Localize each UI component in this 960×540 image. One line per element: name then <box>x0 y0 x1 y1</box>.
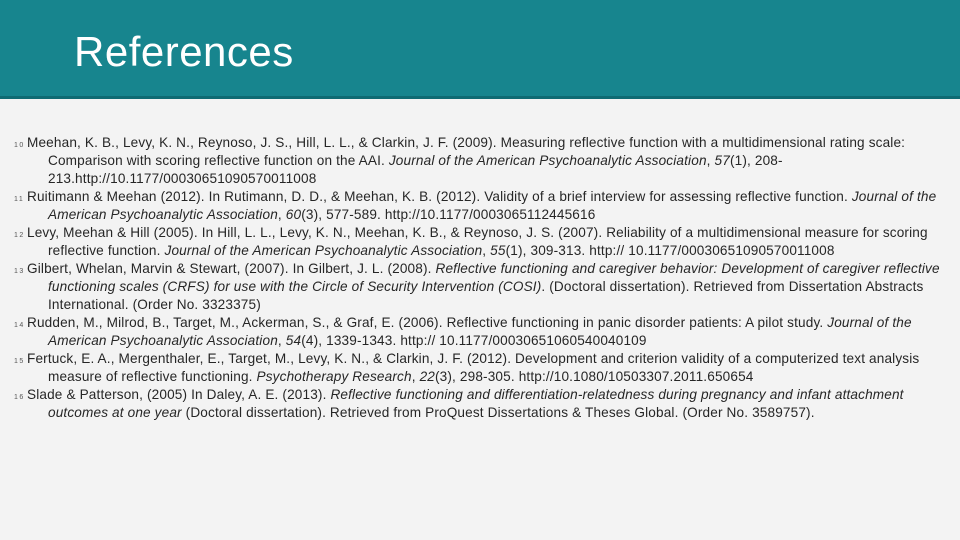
reference-number: 15 <box>14 358 25 366</box>
reference-item: 13 Gilbert, Whelan, Marvin & Stewart, (2007). In Gilbert, J. L. (2008). Reflective functioning and caregiver behavior: Development of caregiver reflective functioning scales (CRFS) for use with the Circle of Security Intervention (COSI). (Doctoral dissertation). Retrieved from Dissertation Abstracts International. (Order No. 3323375) <box>14 261 940 312</box>
reference-item: 10 Meehan, K. B., Levy, K. N., Reynoso, J. S., Hill, L. L., & Clarkin, J. F. (2009). Measuring reflective function with a multidimensional rating scale: Comparison with scoring reflective function on the AAI. Journal of the American Psychoanalytic Association, 57(1), 208-213.http://10.1177/0003065109057001100​8 <box>14 135 906 186</box>
reference-number: 16 <box>14 394 25 402</box>
reference-number: 11 <box>14 195 25 203</box>
reference-item: 15 Fertuck, E. A., Mergenthaler, E., Target, M., Levy, K. N., & Clarkin, J. F. (2012). Development and criterion validity of a computerized text analysis measure of reflective functioning. Psychotherapy Research, 22(3), 298-305. http://10.1080/10503307.2011.650654 <box>14 351 920 384</box>
page-title: References <box>74 28 294 75</box>
reference-number: 13 <box>14 268 25 276</box>
reference-item: 12 Levy, Meehan & Hill (2005). In Hill, L. L., Levy, K. N., Meehan, K. B., & Reynoso, J. S. (2007). Reliability of a multidimensional measure for scoring reflective function. Journal of the American Psychoanalytic Association, 55(1), 309-313. http:// 10.1177/00030651090570011008 <box>14 224 928 258</box>
reference-list <box>14 134 954 422</box>
reference-number: 14 <box>14 321 25 329</box>
title-banner <box>0 0 960 99</box>
reference-number: 10 <box>14 142 25 149</box>
reference-item: 11 Ruitimann & Meehan (2012). In Rutimann, D. D., & Meehan, K. B. (2012). Validity of a brief interview for assessing reflective function. Journal of the American Psychoanalytic Association, 60(3), 577-589. http://10.1177/0003065112445616 <box>14 188 937 222</box>
reference-number: 12 <box>14 231 25 239</box>
reference-item: 16 Slade & Patterson, (2005) In Daley, A. E. (2013). Reflective functioning and differentiation-relatedness during pregnancy and infant attachment outcomes at one year (Doctoral dissertation). Retrieved from ProQuest Dissertations & Theses Global. (Order No. 3589757). <box>14 387 904 420</box>
reference-item: 14 Rudden, M., Milrod, B., Target, M., Ackerman, S., & Graf, E. (2006). Reflective functioning in panic disorder patients: A pilot study. Journal of the American Psychoanalytic Association, 54(4), 1339-1343. http:// 10.1177/00030651060540040109 <box>14 314 912 348</box>
